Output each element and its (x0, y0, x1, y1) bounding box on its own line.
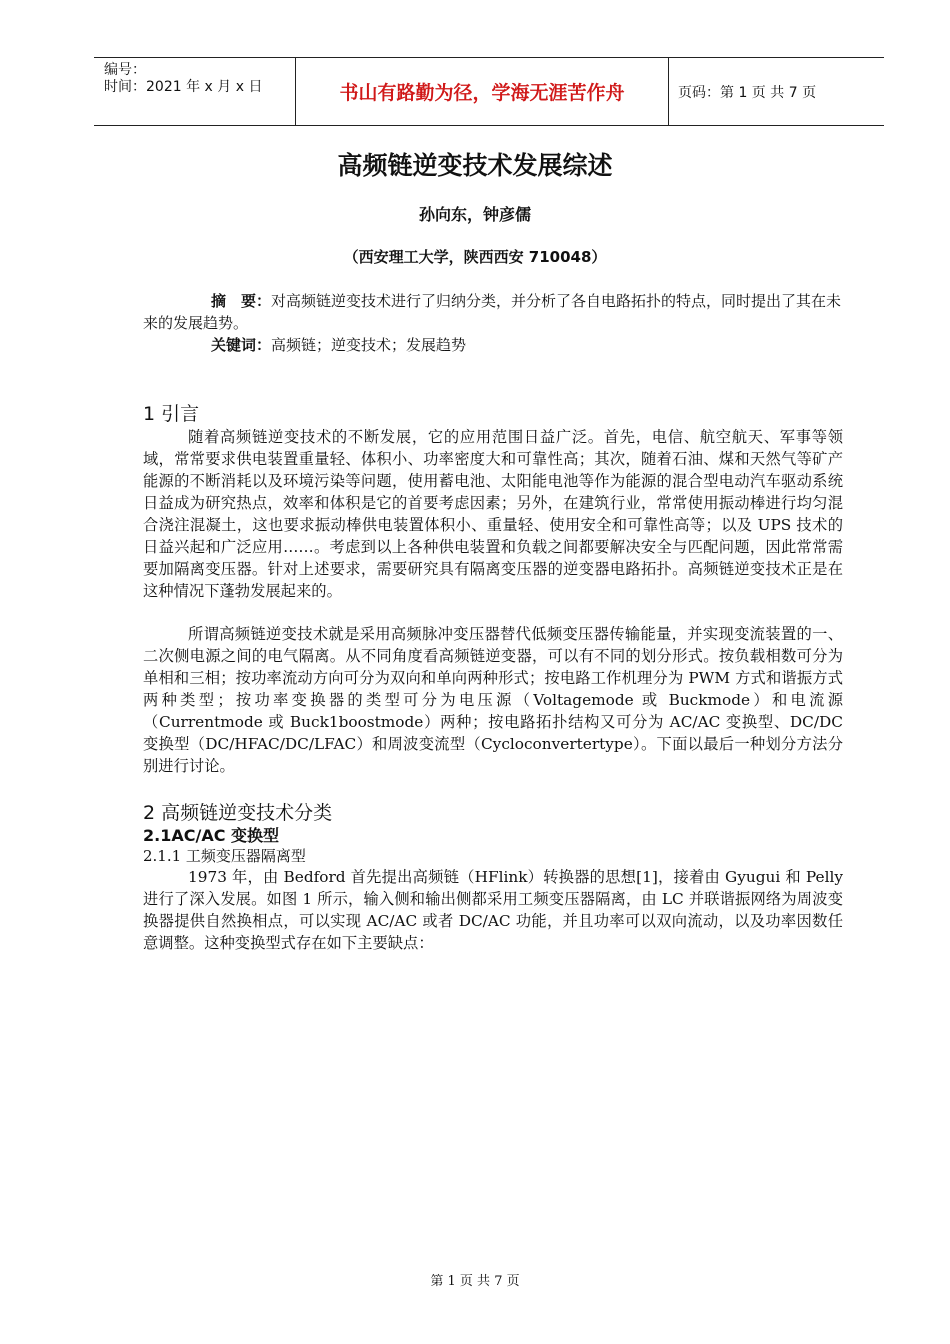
keywords-label: 关键词： (211, 336, 272, 354)
abstract-label: 摘 要： (211, 292, 272, 310)
header-motto: 书山有路勤为径，学海无涯苦作舟 (295, 58, 669, 125)
paper-authors: 孙向东，钟彦儒 (418, 205, 531, 224)
section-2-heading: 2 高频链逆变技术分类 (143, 802, 333, 824)
keywords (143, 334, 843, 356)
header-page-info: 页码：第 1 页 共 7 页 (678, 84, 817, 101)
page-header (94, 57, 884, 126)
abstract (143, 290, 843, 334)
abstract-text: 对高频链逆变技术进行了归纳分类，并分析了各自电路拓扑的特点，同时提出了其在未来的发展趋势。 (143, 292, 842, 332)
keywords-text: 高频链；逆变技术；发展趋势 (271, 336, 467, 354)
page-footer: 第 1 页 共 7 页 (430, 1274, 520, 1289)
section-2-1-1-paragraph: 1973 年，由 Bedford 首先提出高频链（HFlink）转换器的思想[1]，接着由 Gyugui 和 Pelly 进行了深入发展。如图 1 所示，输入侧和输出侧都采用工频变压器隔离，由 LC 并联谐振网络为周波变换器提供自然换相点，可以实现 AC/AC 或者 DC/AC 功能，并且功率可以双向流动，以及功率因数任意调整。这种变换型式存在如下主要缺点： (143, 868, 843, 952)
number-label: 编号： (104, 62, 146, 78)
time-label: 时间：2021 年 x 月 x 日 (104, 79, 263, 95)
section-1-paragraph-1: 随着高频链逆变技术的不断发展，它的应用范围日益广泛。首先，电信、航空航天、军事等领域，常常要求供电装置重量轻、体积小、功率密度大和可靠性高；其次，随着石油、煤和天然气等矿产能源的不断消耗以及环境污染等问题，使用蓄电池、太阳能电池等作为能源的混合型电动汽车驱动系统日益成为研究热点，效率和体积是它的首要考虑因素；另外，在建筑行业，常常使用振动棒进行均匀混合浇注混凝土，这也要求振动棒供电装置体积小、重量轻、使用安全和可靠性高等；以及 UPS 技术的日益兴起和广泛应用……。考虑到以上各种供电装置和负载之间都要解决安全与匹配问题，因此常常需要加隔离变压器。针对上述要求，需要研究具有隔离变压器的逆变器电路拓扑。高频链逆变技术正是在这种情况下蓬勃发展起来的。 (143, 428, 843, 600)
section-2-1-heading: 2.1AC/AC 变换型 (143, 826, 280, 845)
header-meta (94, 58, 294, 125)
paper-title: 高频链逆变技术发展综述 (337, 151, 613, 180)
section-2-1-1-heading: 2.1.1 工频变压器隔离型 (143, 847, 306, 865)
paper-affiliation: （西安理工大学，陕西西安 710048） (343, 248, 607, 266)
section-1-heading: 1 引言 (143, 403, 200, 425)
section-1-paragraph-2: 所谓高频链逆变技术就是采用高频脉冲变压器替代低频变压器传输能量，并实现变流装置的一、二次侧电源之间的电气隔离。从不同角度看高频链逆变器，可以有不同的划分形式。按负载相数可分为单相和三相；按功率流动方向可分为双向和单向两种形式；按电路工作机理分为 PWM 方式和谐振方式两种类型；按功率变换器的类型可分为电压源（Voltagemode 或 Buckmode）和电流源（Currentmode 或 Buck1boostmode）两种；按电路拓扑结构又可分为 AC/AC 变换型、DC/DC 变换型（DC/HFAC/DC/LFAC）和周波变流型（Cycloconvertertype）。下面以最后一种划分方法分别进行讨论。 (143, 625, 843, 775)
